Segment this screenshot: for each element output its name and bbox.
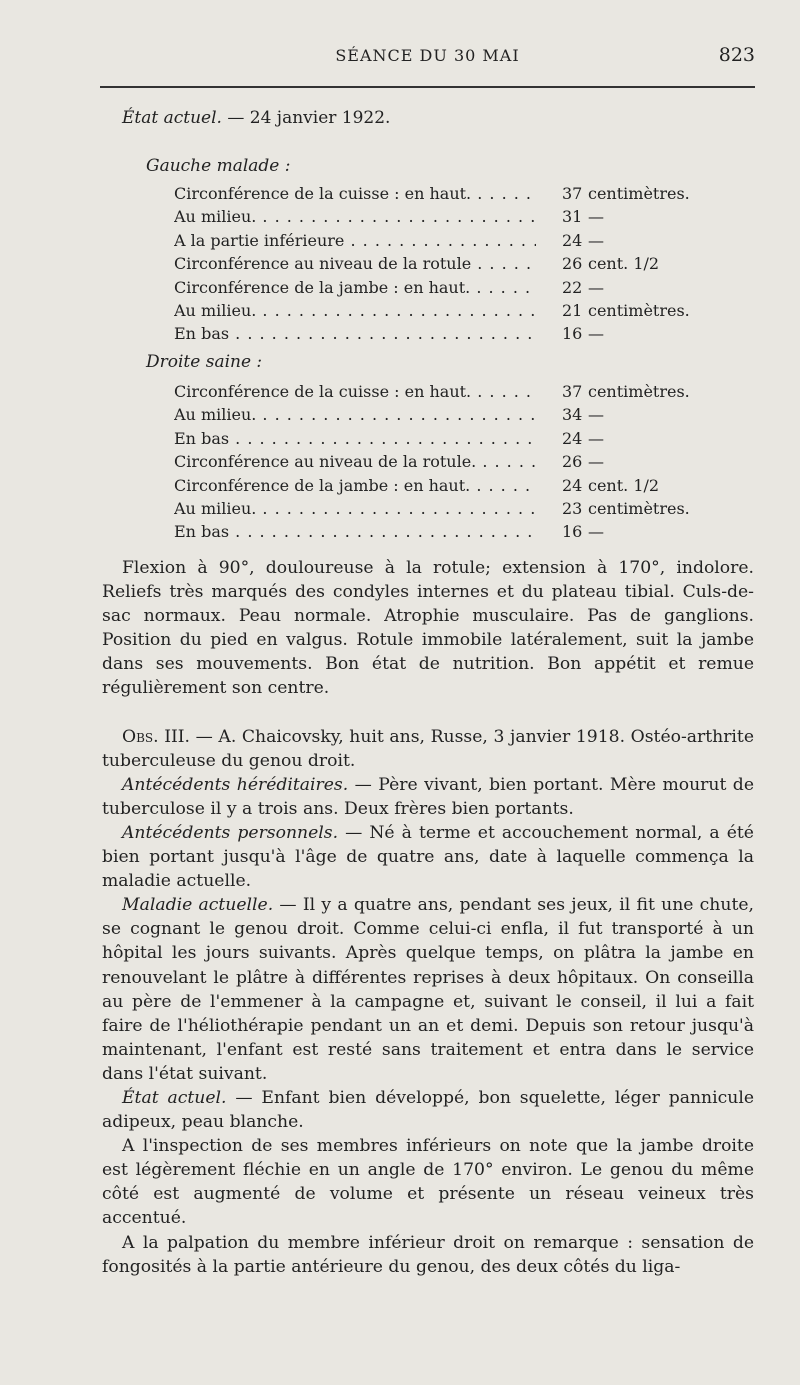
droite-saine-label: Droite saine : <box>146 352 263 372</box>
paragraph-obs-iii: Obs. III. — A. Chaicovsky, huit ans, Russe, 3 janvier 1918. Ostéo-arthrite tuberculeuse du genou droit. <box>102 726 755 771</box>
table-row: Au milieu. . . . 34 — <box>174 403 714 426</box>
running-head-title: SÉANCE DU 30 MAI <box>335 46 520 65</box>
paragraph-antecedents-personnels: Antécédents personnels. — Né à terme et accouchement normal, a été bien portant jusqu'à l'âge de quatre ans, date à laquelle commença la maladie actuelle. <box>102 822 754 892</box>
table-row: Circonférence de la cuisse : en haut. . . . 37 centimètres. <box>174 182 714 205</box>
body-text <box>102 556 754 1279</box>
etat-actuel-date: — 24 janvier 1922. <box>221 108 391 128</box>
page-number: 823 <box>718 44 755 66</box>
paragraph-palpation: A la palpation du membre inférieur droit on remarque : sensation de fongosités à la partie antérieure du genou, des deux côtés du liga- <box>102 1232 754 1277</box>
paragraph-etat-actuel: État actuel. — Enfant bien développé, bon squelette, léger pannicule adipeux, peau blanche. <box>102 1087 754 1133</box>
table-row: Circonférence de la jambe : en haut. . . . 22 — <box>174 276 714 299</box>
header-rule <box>100 86 755 88</box>
gauche-table <box>174 182 714 346</box>
table-row: Circonférence au niveau de la rotule . . . 26 cent. 1/2 <box>174 252 714 275</box>
table-row: Au milieu. . . . 21 centimètres. <box>174 299 714 322</box>
paragraph-flexion: Flexion à 90°, douloureuse à la rotule; extension à 170°, indolore. Reliefs très marqués des condyles internes et du plateau tibial. Culs-de-sac normaux. Peau normale. Atrophie musculaire. Pas de ganglions. Position du pied en valgus. Rotule immobile latéralement, suit la jambe dans ses mouvements. Bon état de nutrition. Bon appétit et remue régulièrement son centre. <box>102 558 754 699</box>
gauche-malade-label: Gauche malade : <box>146 156 291 176</box>
table-row: Au milieu. . . . 31 — <box>174 205 714 228</box>
table-row: En bas . . . 24 — <box>174 427 714 450</box>
obs-label: Obs. III. <box>122 726 191 747</box>
paragraph-maladie-actuelle: Maladie actuelle. — Il y a quatre ans, pendant ses jeux, il fit une chute, se cognant le genou droit. Comme celui-ci enfla, il fut transporté à un hôpital les jours suivants. Après quelque temps, on plâtra la jambe en renouvelant le plâtre à différentes reprises à deux hôpitaux. On conseilla au père de l'emmener à la campagne et, suivant le conseil, il lui a fait faire de l'héliothérapie pendant un an et demi. Depuis son retour jusqu'à maintenant, l'enfant est resté sans traitement et entra dans le service dans l'état suivant. <box>102 895 754 1084</box>
etat-actuel-heading <box>122 108 390 128</box>
paragraph-antecedents-hereditaires: Antécédents héréditaires. — Père vivant, bien portant. Mère mourut de tuberculose il y a trois ans. Deux frères bien portants. <box>102 774 754 819</box>
table-row: Circonférence de la jambe : en haut. . . . 24 cent. 1/2 <box>174 474 714 497</box>
table-row: A la partie inférieure . . . 24 — <box>174 229 714 252</box>
table-row: Circonférence de la cuisse : en haut. . . . 37 centimètres. <box>174 380 714 403</box>
table-row: Circonférence au niveau de la rotule. . . . 26 — <box>174 450 714 473</box>
table-row: En bas . . . 16 — <box>174 322 714 345</box>
paragraph-inspection: A l'inspection de ses membres inférieurs on note que la jambe droite est légèrement fléchie en un angle de 170° environ. Le genou du même côté est augmenté de volume et présente un réseau veineux très accentué. <box>102 1136 754 1229</box>
table-row: En bas . . . 16 — <box>174 520 714 543</box>
droite-table <box>174 380 714 544</box>
running-head <box>100 42 755 72</box>
table-row: Au milieu. . . . 23 centimètres. <box>174 497 714 520</box>
etat-actuel-label: État actuel. <box>122 108 222 128</box>
